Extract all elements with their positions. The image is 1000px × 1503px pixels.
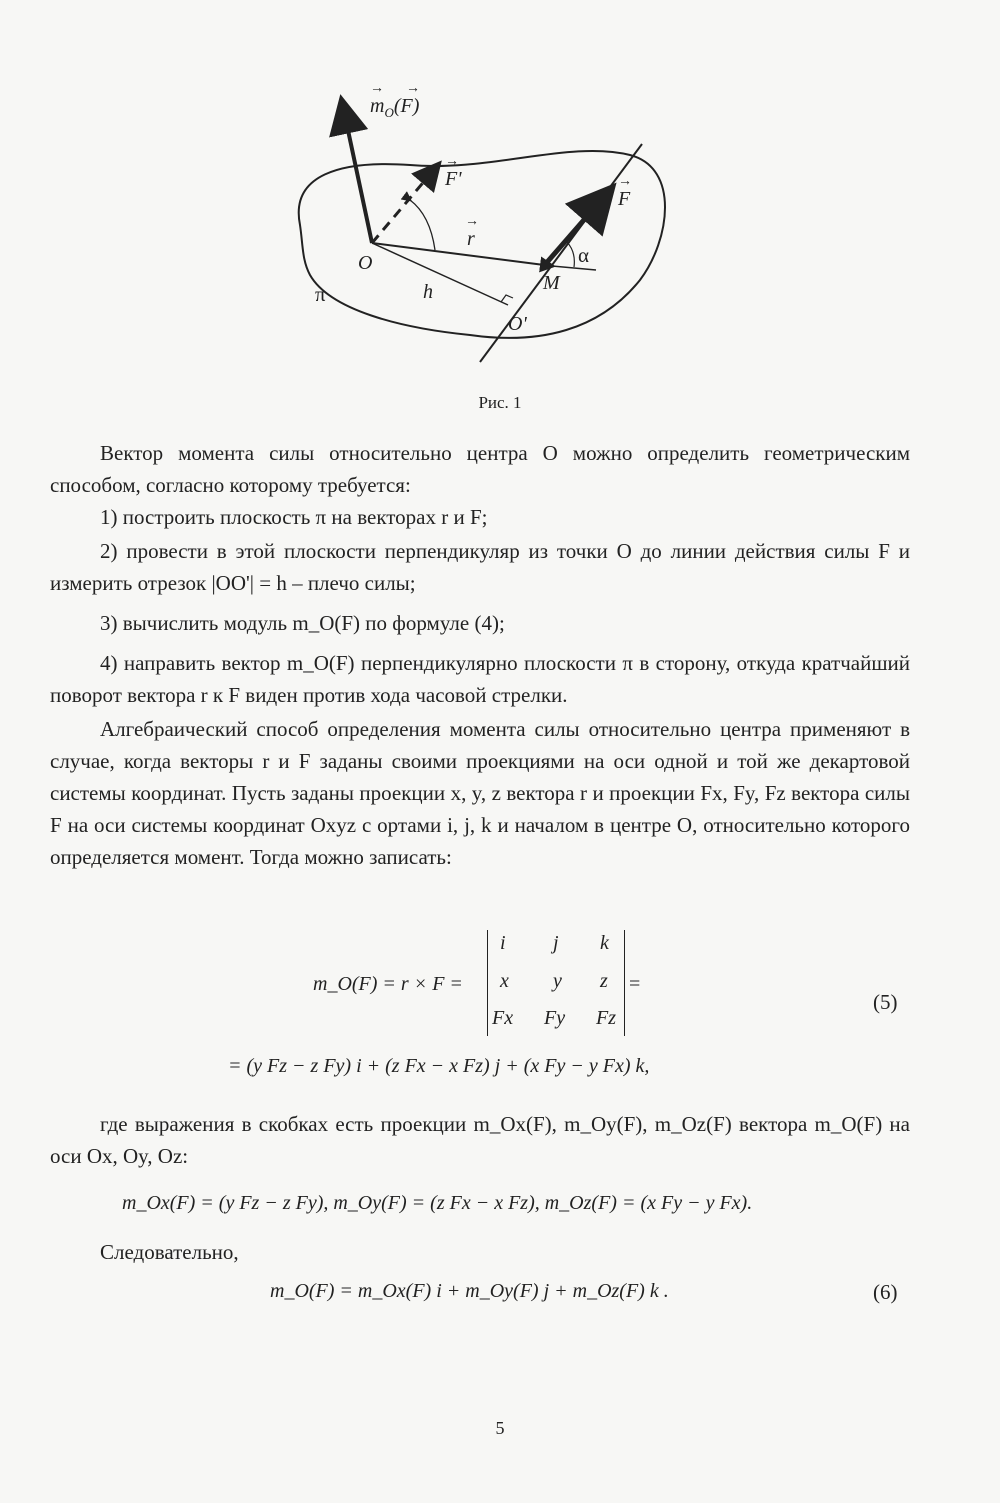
step-1: 1) построить плоскость π на векторах r и F; — [100, 505, 488, 529]
paragraph-projections: где выражения в скобках есть проекции m_Ox(F), m_Oy(F), m_Oz(F) вектора m_O(F) на оси Ox, Oy, Oz: — [50, 1112, 910, 1168]
body-text-bottom — [50, 1108, 910, 1172]
eq5-lhs: m_O(F) = r × F = — [313, 973, 463, 995]
figure-1 — [270, 80, 690, 380]
det-cell: Fz — [596, 1007, 616, 1029]
det-cell: Fx — [492, 1007, 514, 1029]
paragraph-algebraic: Алгебраический способ определения момента силы относительно центра применяют в случае, когда векторы r и F заданы своими проекциями на оси одной и той же декартовой системы координат. Пусть заданы проекции x, y, z вектора r и проекции Fx, Fy, Fz вектора силы F на оси системы координат Oxyz с ортами i, j, k и началом в центре O, относительно которого определяется момент. Тогда можно записать: — [50, 717, 910, 869]
eq-projections: m_Ox(F) = (y Fz − z Fy), m_Oy(F) = (z Fx − x Fz), m_Oz(F) = (x Fy − y Fx). — [122, 1192, 753, 1214]
label-f-prime: → F' — [445, 154, 462, 190]
det-cell: Fy — [544, 1007, 566, 1029]
step-4: 4) направить вектор m_O(F) перпендикулярно плоскости π в сторону, откуда кратчайший поворот вектора r к F виден против хода часовой стрелки. — [50, 651, 910, 707]
paragraph-therefore: Следовательно, — [100, 1240, 239, 1264]
label-alpha: α — [578, 243, 590, 267]
label-r: → r — [465, 214, 479, 250]
right-angle-mark — [501, 295, 513, 302]
eq5-equals: = — [629, 973, 641, 995]
step-2: 2) провести в этой плоскости перпендикуляр из точки O до линии действия силы F и измерить отрезок |OO'| = h – плечо силы; — [50, 539, 910, 595]
det-cell: k — [600, 932, 609, 954]
alpha-arc — [567, 242, 574, 267]
eq5-number: (5) — [873, 990, 898, 1014]
label-h: h — [423, 281, 433, 303]
label-moment: → → $m_O(F)$ — [370, 81, 420, 120]
det-cell: z — [600, 970, 608, 992]
body-text-top — [50, 437, 910, 873]
paragraph-geometric: Вектор момента силы относительно центра O можно определить геометрическим способом, согласно которому требуется: — [50, 441, 910, 497]
det-cell: i — [500, 932, 506, 954]
eq5-expanded: = (y Fz − z Fy) i + (z Fx − x Fz) j + (x Fy − y Fx) k, — [228, 1055, 650, 1077]
det-cell: x — [500, 970, 509, 992]
step-3: 3) вычислить модуль m_O(F) по формуле (4); — [100, 611, 505, 635]
f-vector — [542, 190, 610, 268]
determinant — [487, 930, 625, 1036]
det-cell: y — [553, 970, 562, 992]
figure-caption: Рис. 1 — [478, 393, 522, 412]
label-f: → F — [618, 174, 632, 210]
f-prime-vector — [372, 165, 438, 243]
label-m: M — [543, 272, 560, 294]
eq6-number: (6) — [873, 1280, 898, 1304]
page-number: 5 — [495, 1418, 505, 1438]
rotation-arc — [410, 200, 435, 250]
moment-vector — [342, 102, 372, 243]
label-pi: π — [315, 282, 326, 306]
label-o: O — [358, 252, 373, 274]
eq6: m_O(F) = m_Ox(F) i + m_Oy(F) j + m_Oz(F) k . — [270, 1280, 669, 1302]
plane-pi-outline — [299, 151, 665, 338]
label-o-prime: O' — [508, 313, 527, 335]
paragraph-therefore-wrap — [50, 1236, 910, 1268]
det-cell: j — [553, 932, 559, 954]
